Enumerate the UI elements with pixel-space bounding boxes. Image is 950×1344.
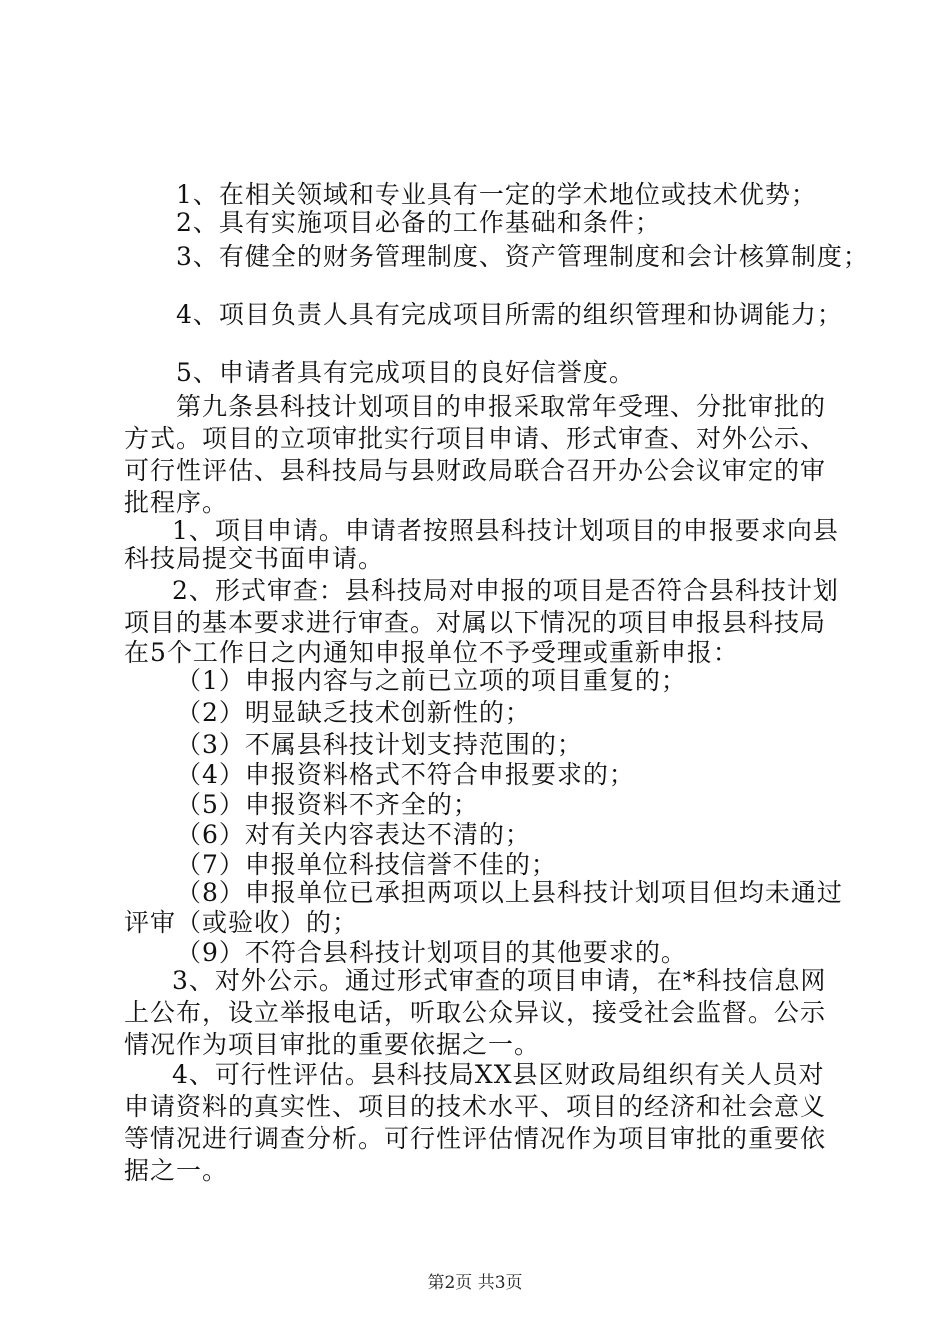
text-line: 上公布，设立举报电话，听取公众异议，接受社会监督。公示 [124,998,827,1027]
text-line: 在5个工作日之内通知申报单位不予受理或重新申报： [124,638,739,667]
text-line: （3）不属县科技计划支持范围的； [176,730,583,759]
text-line: 申请资料的真实性、项目的技术水平、项目的经济和社会意义 [124,1092,827,1121]
text-line: （6）对有关内容表达不清的； [176,820,531,849]
text-line: 5、申请者具有完成项目的良好信誉度。 [176,358,635,387]
text-line: 2、形式审查：县科技局对申报的项目是否符合县科技计划 [172,576,839,605]
text-line: （8）申报单位已承担两项以上县科技计划项目但均未通过 [176,878,843,907]
text-line: 科技局提交书面申请。 [124,544,385,573]
text-line: （9）不符合县科技计划项目的其他要求的。 [176,938,687,967]
text-line: 可行性评估、县科技局与县财政局联合召开办公会议审定的审 [124,456,827,485]
text-line: （7）申报单位科技信誉不佳的； [176,850,557,879]
text-line: 4、可行性评估。县科技局XX县区财政局组织有关人员对 [172,1060,825,1089]
text-line: 1、项目申请。申请者按照县科技计划项目的申报要求向县 [172,516,839,545]
text-line: 2、具有实施项目必备的工作基础和条件； [176,208,661,237]
text-line: 评审（或验收）的； [124,908,359,937]
text-line: 1、在相关领域和专业具有一定的学术地位或技术优势； [176,180,817,209]
text-line: 情况作为项目审批的重要依据之一。 [124,1030,541,1059]
text-line: 据之一。 [124,1156,229,1185]
text-line: （1）申报内容与之前已立项的项目重复的； [176,666,687,695]
text-line: 批程序。 [124,488,229,517]
text-line: （2）明显缺乏技术创新性的； [176,698,531,727]
text-line: 方式。项目的立项审批实行项目申请、形式审查、对外公示、 [124,424,827,453]
text-line: 3、有健全的财务管理制度、资产管理制度和会计核算制度； [176,242,869,271]
text-line: （4）申报资料格式不符合申报要求的； [176,760,635,789]
text-line: （5）申报资料不齐全的； [176,790,479,819]
text-line: 4、项目负责人具有完成项目所需的组织管理和协调能力； [176,300,843,329]
text-line: 等情况进行调查分析。可行性评估情况作为项目审批的重要依 [124,1124,827,1153]
text-line: 第九条县科技计划项目的申报采取常年受理、分批审批的 [176,392,827,421]
text-line: 3、对外公示。通过形式审查的项目申请，在*科技信息网 [172,966,827,995]
page-number-footer: 第2页 共3页 [427,1273,523,1293]
text-line: 项目的基本要求进行审查。对属以下情况的项目申报县科技局 [124,608,827,637]
